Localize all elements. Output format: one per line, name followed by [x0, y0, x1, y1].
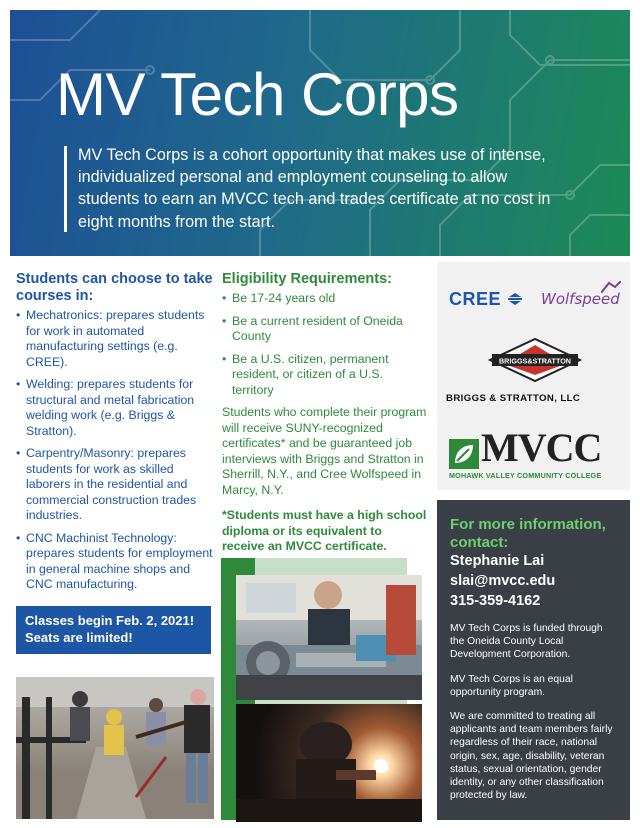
eligibility-heading: Eligibility Requirements: [222, 271, 392, 287]
course-cnc: CNC Machinist Technology: prepares students for employment in general machine shops and CNC manufacturing. [26, 530, 213, 591]
hero-banner [10, 10, 630, 256]
courses-list [16, 308, 216, 593]
page-title: MV Tech Corps [56, 61, 459, 128]
commitment-text: We are committed to treating all applicants and team members fairly regardless of their race, national origin, sex, age, disability, veteran status, sexual orientation, gender identity, or any other classification protected by law. [450, 711, 613, 802]
bullet-icon: • [222, 313, 227, 328]
equal-opportunity-text: MV Tech Corps is an equal opportunity program. [450, 673, 573, 698]
cree-mark-icon [507, 292, 523, 306]
bullet-icon: • [16, 308, 21, 322]
list-item [16, 308, 216, 370]
courses-heading: Students can choose to take courses in: [16, 271, 213, 304]
course-mechatronics: Mechatronics: prepares students for work in automated manufacturing settings (e.g. CREE). [26, 308, 205, 369]
contact-panel [437, 500, 630, 820]
bullet-icon: • [16, 530, 21, 545]
contact-heading: For more information, contact: [450, 516, 606, 551]
construction-photo-illustration [16, 677, 214, 819]
mvcc-logo: MVCC [481, 425, 602, 470]
bullet-icon: • [16, 446, 21, 460]
construction-photo [16, 677, 214, 819]
classes-begin-text: Classes begin Feb. 2, 2021! [25, 613, 195, 628]
list-item [16, 531, 216, 593]
eligibility-residency: Be a current resident of Oneida County [232, 313, 403, 343]
eligibility-age: Be 17-24 years old [232, 291, 336, 305]
mvcc-leaf-icon [449, 439, 479, 469]
welding-photo-illustration [236, 704, 422, 822]
bullet-icon: • [16, 377, 21, 391]
eligibility-section [222, 271, 427, 555]
bullet-icon: • [222, 291, 227, 305]
intro-accent-bar [64, 146, 67, 232]
cree-logo: CREE [449, 289, 502, 309]
wolfspeed-mark-icon [601, 281, 621, 293]
funding-text: MV Tech Corps is funded through the Oneida County Local Development Corporation. [450, 623, 603, 661]
diploma-note: *Students must have a high school diploma or its equivalent to receive an MVCC certificate. [222, 508, 427, 553]
courses-section [16, 271, 216, 600]
list-item [16, 377, 216, 439]
course-welding: Welding: prepares students for structural and metal fabrication welding work (e.g. Briggs & Stratton). [26, 377, 195, 438]
briggs-stratton-logo: BRIGGS & STRATTON, LLC [446, 393, 581, 404]
eligibility-list [222, 291, 427, 398]
eligibility-citizenship: Be a U.S. citizen, permanent resident, or citizen of a U.S. territory [232, 351, 389, 397]
classes-notice [16, 606, 211, 654]
completion-paragraph: Students who complete their program will receive SUNY-recognized certificates* and be guaranteed job interviews with Briggs and Stratton in Sherrill, N.Y., and Cree Wolfspeed in Marcy, N.Y. [222, 405, 427, 497]
wolfspeed-logo: Wolfspeed [541, 290, 620, 308]
list-item [222, 314, 427, 345]
mvcc-full-name: MOHAWK VALLEY COMMUNITY COLLEGE [449, 471, 602, 480]
list-item [222, 352, 427, 399]
bullet-icon: • [222, 351, 227, 366]
briggs-stratton-badge-icon [488, 337, 582, 383]
machinist-photo [236, 575, 422, 700]
partner-logos [437, 262, 630, 490]
contact-name: Stephanie Lai [450, 553, 545, 569]
course-carpentry: Carpentry/Masonry: prepares students for work as skilled laborers in the residential and commercial construction trades industries. [26, 446, 197, 522]
list-item [16, 446, 216, 524]
seats-limited-text: Seats are limited! [25, 630, 133, 645]
briggs-badge-text: BRIGGS&STRATTON [498, 356, 572, 366]
list-item [222, 291, 427, 307]
contact-email-link[interactable]: slai@mvcc.edu [450, 573, 556, 589]
welding-photo [236, 704, 422, 822]
contact-phone[interactable]: 315-359-4162 [450, 593, 541, 609]
machinist-photo-illustration [236, 575, 422, 700]
intro-paragraph: MV Tech Corps is a cohort opportunity that makes use of intense, individualized personal and employment counseling to allow students to earn an MVCC tech and trades certificate at no cost in eight months from the start. [78, 146, 551, 231]
